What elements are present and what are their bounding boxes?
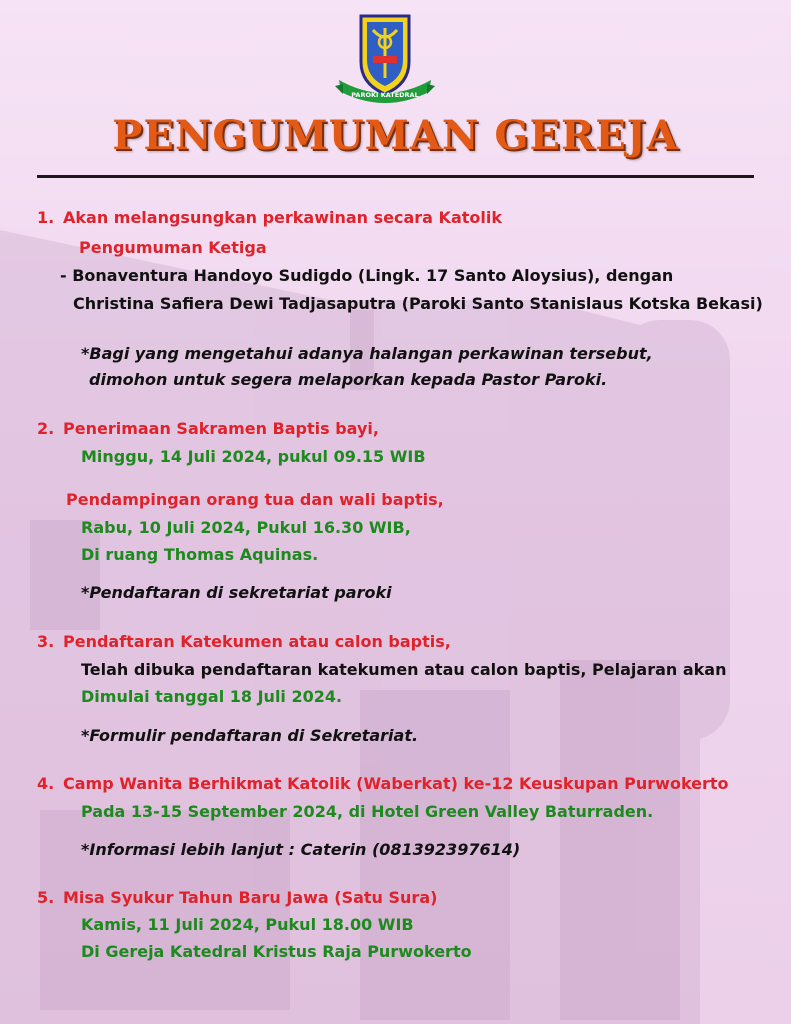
- announcement-2-detail-2: Rabu, 10 Juli 2024, Pukul 16.30 WIB,: [81, 518, 411, 537]
- announcement-5-detail: Kamis, 11 Juli 2024, Pukul 18.00 WIB: [81, 915, 414, 934]
- announcement-5-heading-text: Misa Syukur Tahun Baru Jawa (Satu Sura): [63, 888, 438, 907]
- announcement-2-number: 2.: [37, 419, 55, 438]
- announcement-1-note-line-2: dimohon untuk segera melaporkan kepada Pastor Paroki.: [89, 370, 608, 389]
- parish-logo-icon: [333, 14, 437, 106]
- announcement-1-note-line-1: *Bagi yang mengetahui adanya halangan perkawinan tersebut,: [81, 344, 653, 363]
- announcement-3-number: 3.: [37, 632, 55, 651]
- announcement-3-note: *Formulir pendaftaran di Sekretariat.: [81, 726, 419, 745]
- announcement-1-subheading: Pengumuman Ketiga: [79, 238, 267, 257]
- announcement-2-heading: [37, 419, 379, 439]
- announcement-3-heading-text: Pendaftaran Katekumen atau calon baptis,: [63, 632, 451, 651]
- announcement-2-detail: Minggu, 14 Juli 2024, pukul 09.15 WIB: [81, 447, 426, 466]
- announcement-5-detail-2: Di Gereja Katedral Kristus Raja Purwokerto: [81, 942, 472, 961]
- announcement-4-note: *Informasi lebih lanjut : Caterin (081392397614): [81, 840, 521, 859]
- announcement-4-heading: [37, 774, 729, 794]
- announcement-1-number: 1.: [37, 208, 55, 227]
- announcement-2-heading-text: Penerimaan Sakramen Baptis bayi,: [63, 419, 379, 438]
- announcement-5-heading: [37, 888, 437, 908]
- announcement-2-detail-3: Di ruang Thomas Aquinas.: [81, 545, 319, 564]
- announcement-1-heading: [37, 208, 502, 228]
- announcement-1-couple-line-2: Christina Safiera Dewi Tadjasaputra (Paroki Santo Stanislaus Kotska Bekasi): [73, 294, 763, 313]
- announcement-1-couple-line-1: - Bonaventura Handoyo Sudigdo (Lingk. 17 Santo Aloysius), dengan: [60, 266, 674, 285]
- svg-text:PAROKI KATEDRAL: PAROKI KATEDRAL: [351, 91, 419, 99]
- announcement-2-note: *Pendaftaran di sekretariat paroki: [81, 583, 392, 602]
- announcement-4-detail: Pada 13-15 September 2024, di Hotel Green Valley Baturraden.: [81, 802, 654, 821]
- announcement-2-subheading: Pendampingan orang tua dan wali baptis,: [66, 490, 444, 509]
- announcement-3-text: Telah dibuka pendaftaran katekumen atau calon baptis, Pelajaran akan: [81, 660, 727, 679]
- page-title: PENGUMUMAN GEREJA: [112, 112, 679, 159]
- title-divider: [37, 175, 754, 178]
- announcement-5-number: 5.: [37, 888, 55, 907]
- announcement-3-heading: [37, 632, 451, 652]
- announcement-4-number: 4.: [37, 774, 55, 793]
- announcement-4-heading-text: Camp Wanita Berhikmat Katolik (Waberkat) ke-12 Keuskupan Purwokerto: [63, 774, 729, 793]
- announcement-3-detail: Dimulai tanggal 18 Juli 2024.: [81, 687, 343, 706]
- announcement-1-heading-text: Akan melangsungkan perkawinan secara Katolik: [63, 208, 502, 227]
